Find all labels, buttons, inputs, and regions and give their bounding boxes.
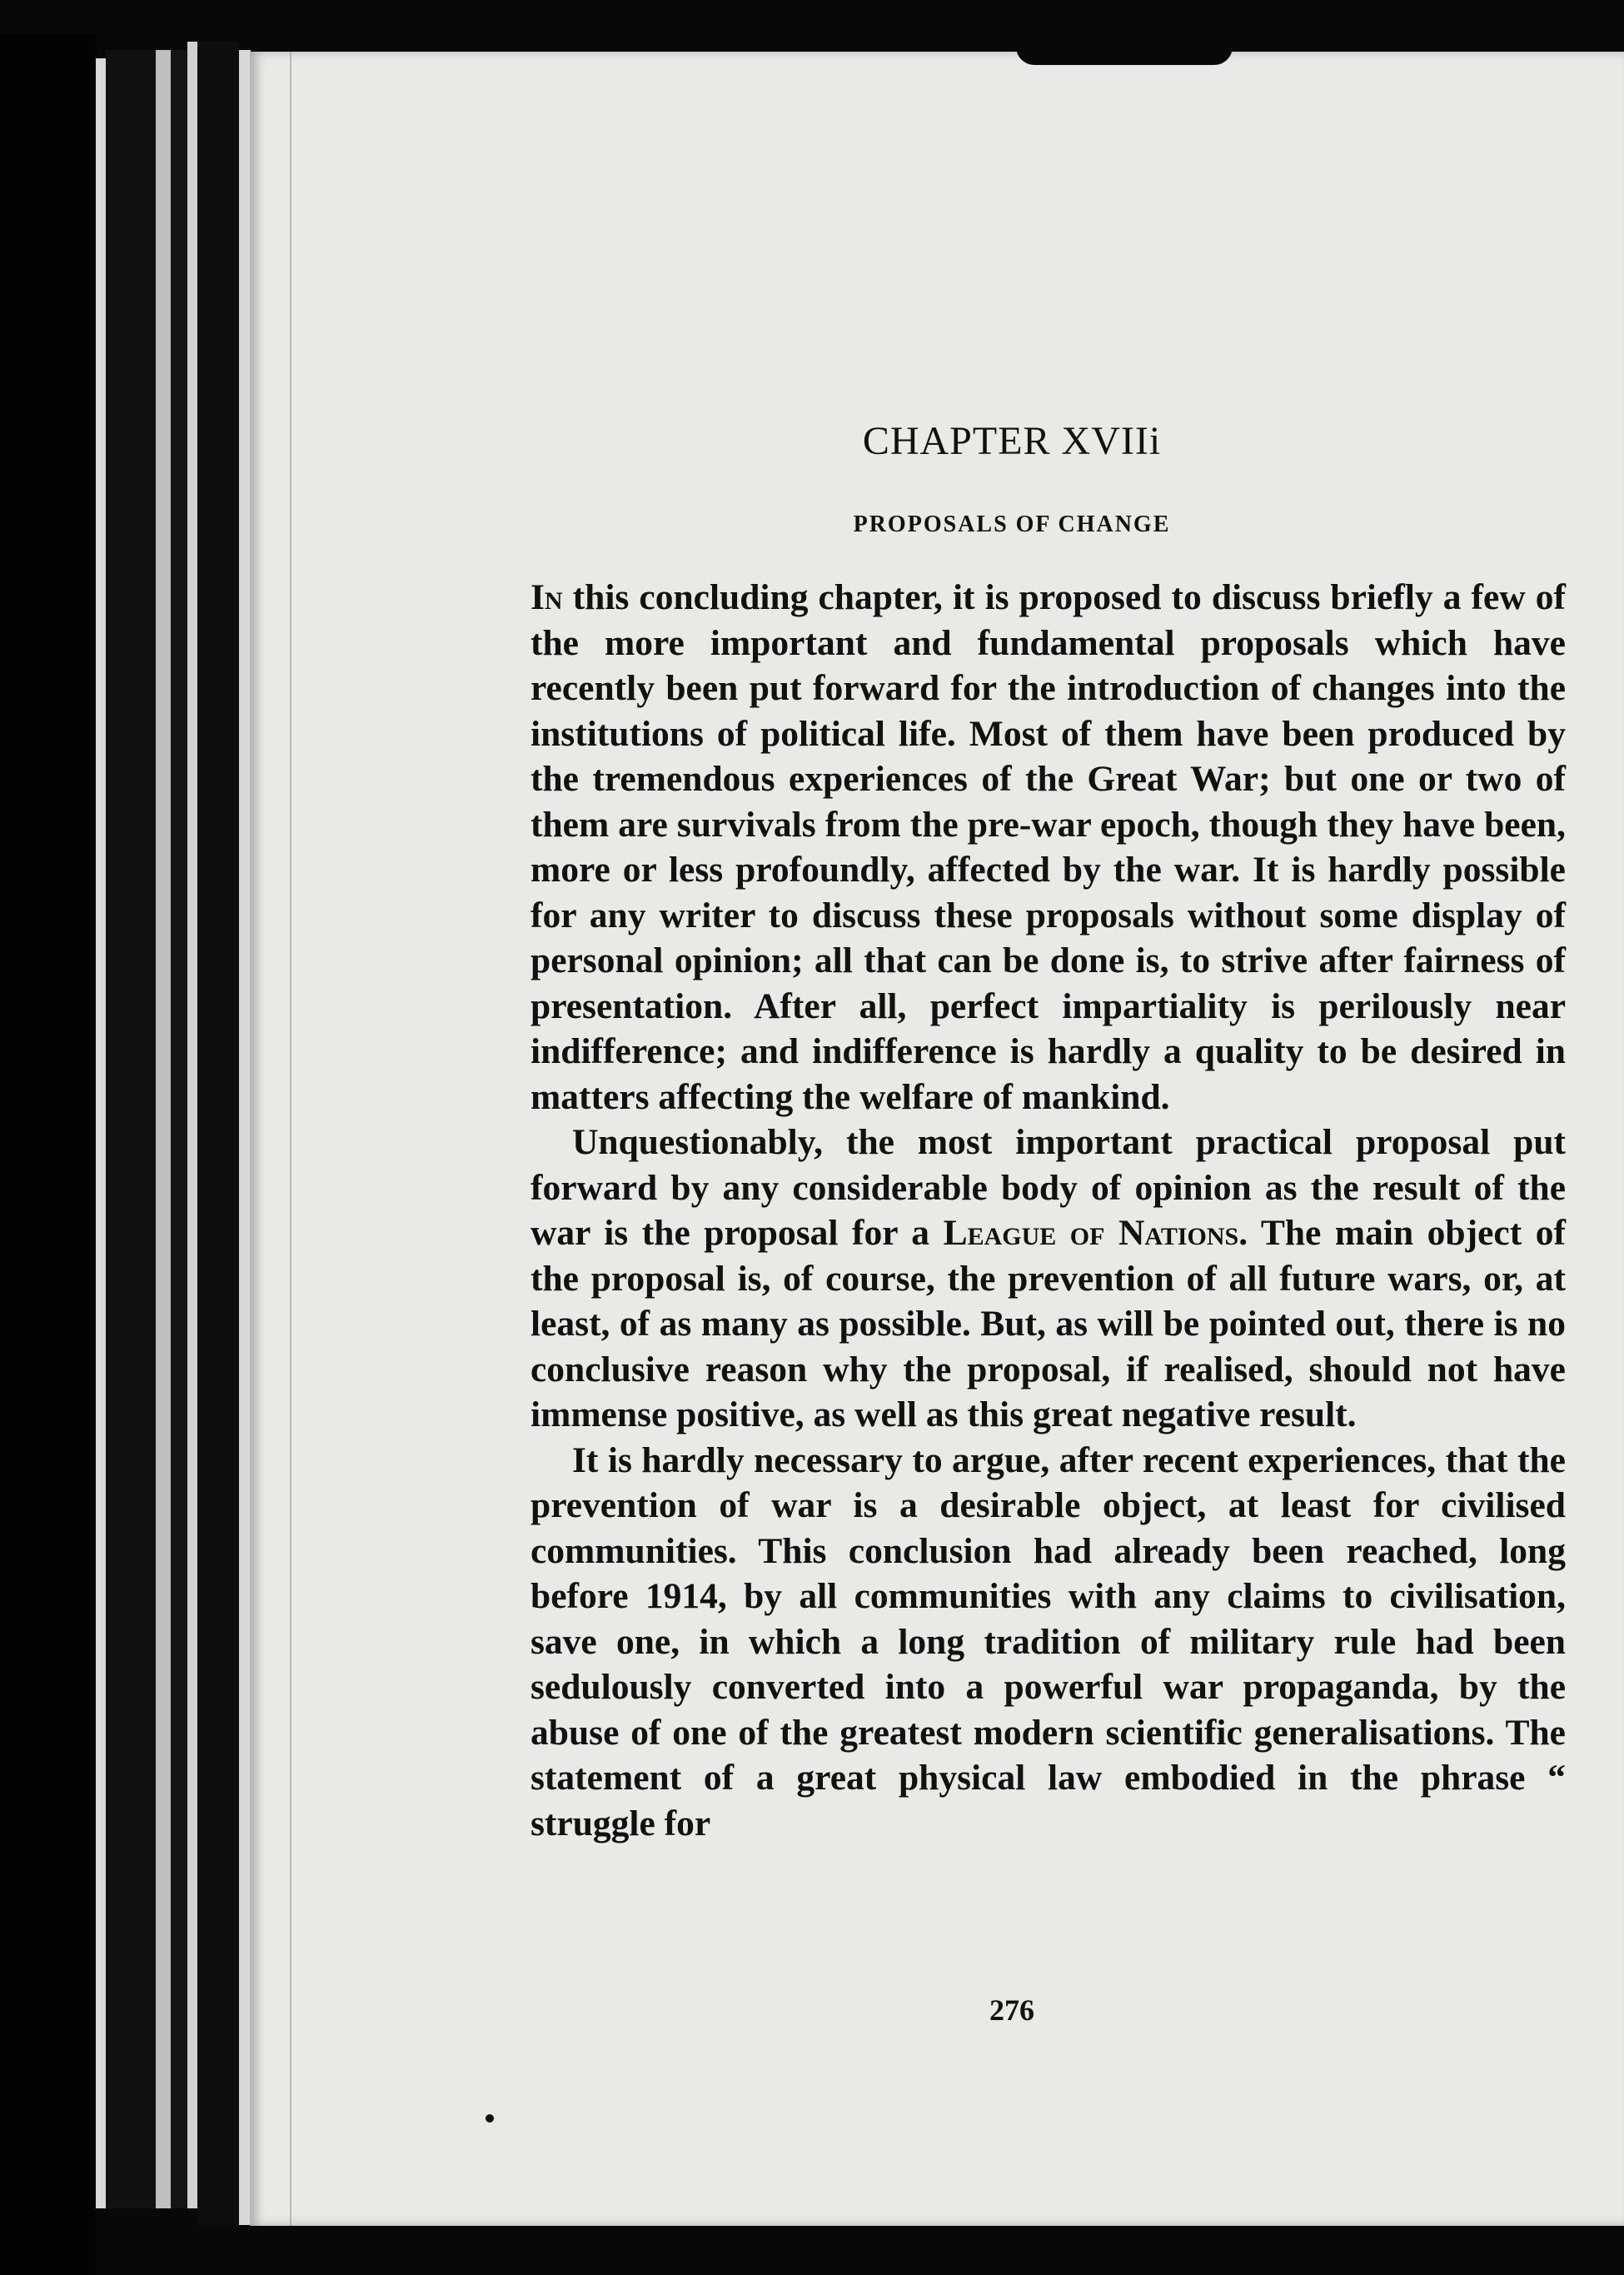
paragraph-segment: Unquestionably, the most important practical proposal put forward by any considerable body of opinion as the result of the war is the proposal for a <box>531 1122 1566 1253</box>
chapter-heading: CHAPTER XVIIi <box>862 419 1162 463</box>
book-page <box>250 52 1624 2226</box>
book-page-edge <box>239 50 251 2225</box>
page-number: 276 <box>989 1993 1034 2027</box>
chapter-title: PROPOSALS OF CHANGE <box>853 511 1171 537</box>
paragraph <box>531 1120 1566 1438</box>
scan-speck <box>486 2114 494 2123</box>
paragraph <box>531 575 1566 1120</box>
book-page-edge <box>156 50 171 2208</box>
paragraph-segment: In <box>531 577 563 617</box>
book-edge-shadow <box>106 50 156 2208</box>
paragraph <box>531 1438 1566 1847</box>
paragraph-segment: League of Nations <box>943 1213 1239 1253</box>
book-page-edge <box>96 58 106 2208</box>
book-edge-shadow <box>171 50 187 2208</box>
scan-artifact <box>1016 47 1233 65</box>
book-edge-shadow <box>0 33 96 2275</box>
paragraph-segment: this concluding chapter, it is proposed to discuss briefly a few of the more important and fundamental proposals which have recently been put forward for the introduction of changes into the institutions of political life. Most of them have been produced by the tremendous experiences of the Great War; but one or two of them are survivals from the pre-war epoch, though they have been, more or less profoundly, affected by the war. It is hardly possible for any writer to discuss these proposals without some display of personal opinion; all that can be done is, to strive after fairness of presentation. After all, perfect impartiality is perilously near indifference; and indifference is hardly a quality to be desired in matters affecting the welfare of mankind. <box>531 577 1566 1117</box>
gutter-line <box>290 52 291 2226</box>
paragraph-segment: It is hardly necessary to argue, after recent experiences, that the prevention of war is a desirable object, at least for civilised communities. This conclusion had already been reached, long before 1914, by all communities with any claims to civilisation, save one, in which a long tradition of military rule had been sedulously converted into a powerful war propaganda, by the abuse of one of the greatest modern scientific generalisations. The statement of a great physical law embodied in the phrase “ struggle for <box>531 1439 1566 1843</box>
book-page-edge <box>187 42 197 2208</box>
body-text <box>531 575 1566 1846</box>
paragraph-segment: . The main object of the proposal is, of course, the prevention of all future wars, or, at least, of as many as possible. But, as will be pointed out, there is no conclusive reason why the proposal, if realised, should not have immense positive, as well as this great negative result. <box>531 1213 1566 1434</box>
book-edge-shadow <box>197 42 239 2225</box>
